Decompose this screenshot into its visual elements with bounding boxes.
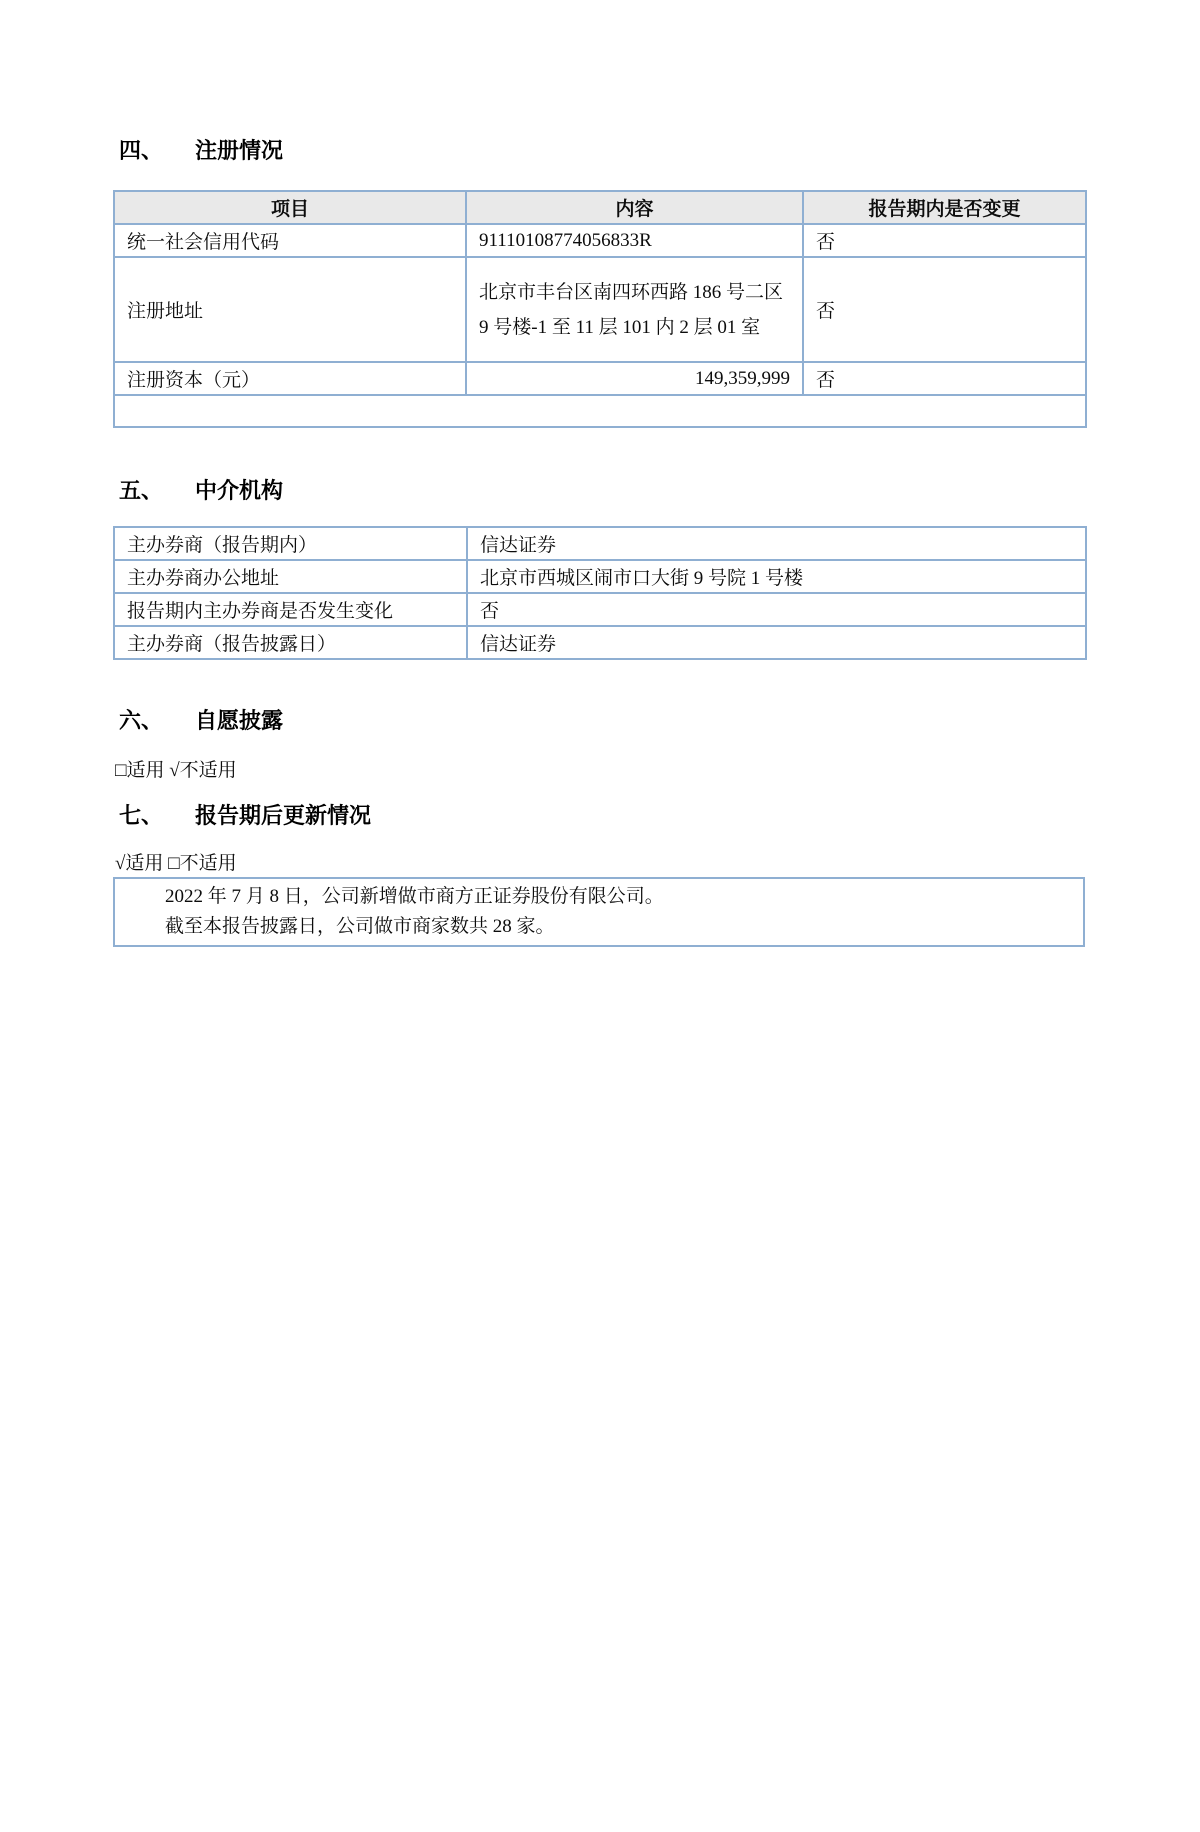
- section-intermediary-heading: [113, 476, 1085, 506]
- cell-sponsor-changed-label: 报告期内主办券商是否发生变化: [114, 593, 467, 626]
- section-voluntary-heading: [113, 706, 1085, 736]
- cell-sponsor-address-value: 北京市西城区闹市口大街 9 号院 1 号楼: [467, 560, 1086, 593]
- update-line: 2022 年 7 月 8 日，公司新增做市商方正证券股份有限公司。: [165, 886, 664, 907]
- cell-sponsor-address-label: 主办券商办公地址: [114, 560, 467, 593]
- cell-sponsor-disclosure-value: 信达证券: [467, 626, 1086, 659]
- header-item: 项目: [114, 191, 466, 224]
- table-row: [114, 560, 1086, 593]
- cell-sponsor-period-label: 主办券商（报告期内）: [114, 527, 467, 560]
- section-number: 四、: [119, 138, 164, 163]
- applicability-line: √适用 □不适用: [115, 853, 237, 874]
- section-registration-heading: [113, 136, 1085, 166]
- cell-capital-changed: 否: [803, 362, 1086, 395]
- table-row: [114, 527, 1086, 560]
- registration-table-header-row: [114, 191, 1086, 224]
- cell-address-value: 北京市丰台区南四环西路 186 号二区 9 号楼-1 至 11 层 101 内 2 层 01 室: [466, 257, 803, 362]
- section-title: 注册情况: [195, 138, 284, 163]
- document-page: [113, 136, 1085, 947]
- header-content: 内容: [466, 191, 803, 224]
- section-post-period-updates: [113, 801, 1085, 947]
- cell-capital-value: 149,359,999: [466, 362, 803, 395]
- empty-row: [114, 395, 1086, 427]
- section-title: 中介机构: [195, 478, 284, 503]
- cell-sponsor-period-value: 信达证券: [467, 527, 1086, 560]
- empty-cell: [114, 395, 1086, 427]
- cell-address-label: 注册地址: [114, 257, 466, 362]
- cell-sponsor-changed-value: 否: [467, 593, 1086, 626]
- update-line: 截至本报告披露日，公司做市商家数共 28 家。: [165, 916, 555, 937]
- section-title: 报告期后更新情况: [195, 803, 372, 828]
- section-number: 五、: [119, 478, 164, 503]
- table-row: [114, 224, 1086, 257]
- table-row: [114, 593, 1086, 626]
- intermediary-table: [113, 526, 1087, 660]
- section-registration: [113, 136, 1085, 428]
- header-changed: 报告期内是否变更: [803, 191, 1086, 224]
- cell-credit-code-value: 91110108774056833R: [466, 224, 803, 257]
- table-row: [114, 362, 1086, 395]
- section-title: 自愿披露: [195, 708, 284, 733]
- section-number: 六、: [119, 708, 164, 733]
- section-voluntary-disclosure: [113, 706, 1085, 784]
- section-intermediary: [113, 476, 1085, 660]
- registration-table: [113, 190, 1087, 428]
- table-row: [114, 257, 1086, 362]
- cell-capital-label: 注册资本（元）: [114, 362, 466, 395]
- update-details-box: [113, 877, 1085, 947]
- section-updates-heading: [113, 801, 1085, 831]
- applicability-line: □适用 √不适用: [115, 760, 237, 781]
- cell-credit-code-label: 统一社会信用代码: [114, 224, 466, 257]
- table-row: [114, 626, 1086, 659]
- cell-credit-code-changed: 否: [803, 224, 1086, 257]
- section-number: 七、: [119, 803, 164, 828]
- cell-address-changed: 否: [803, 257, 1086, 362]
- cell-sponsor-disclosure-label: 主办券商（报告披露日）: [114, 626, 467, 659]
